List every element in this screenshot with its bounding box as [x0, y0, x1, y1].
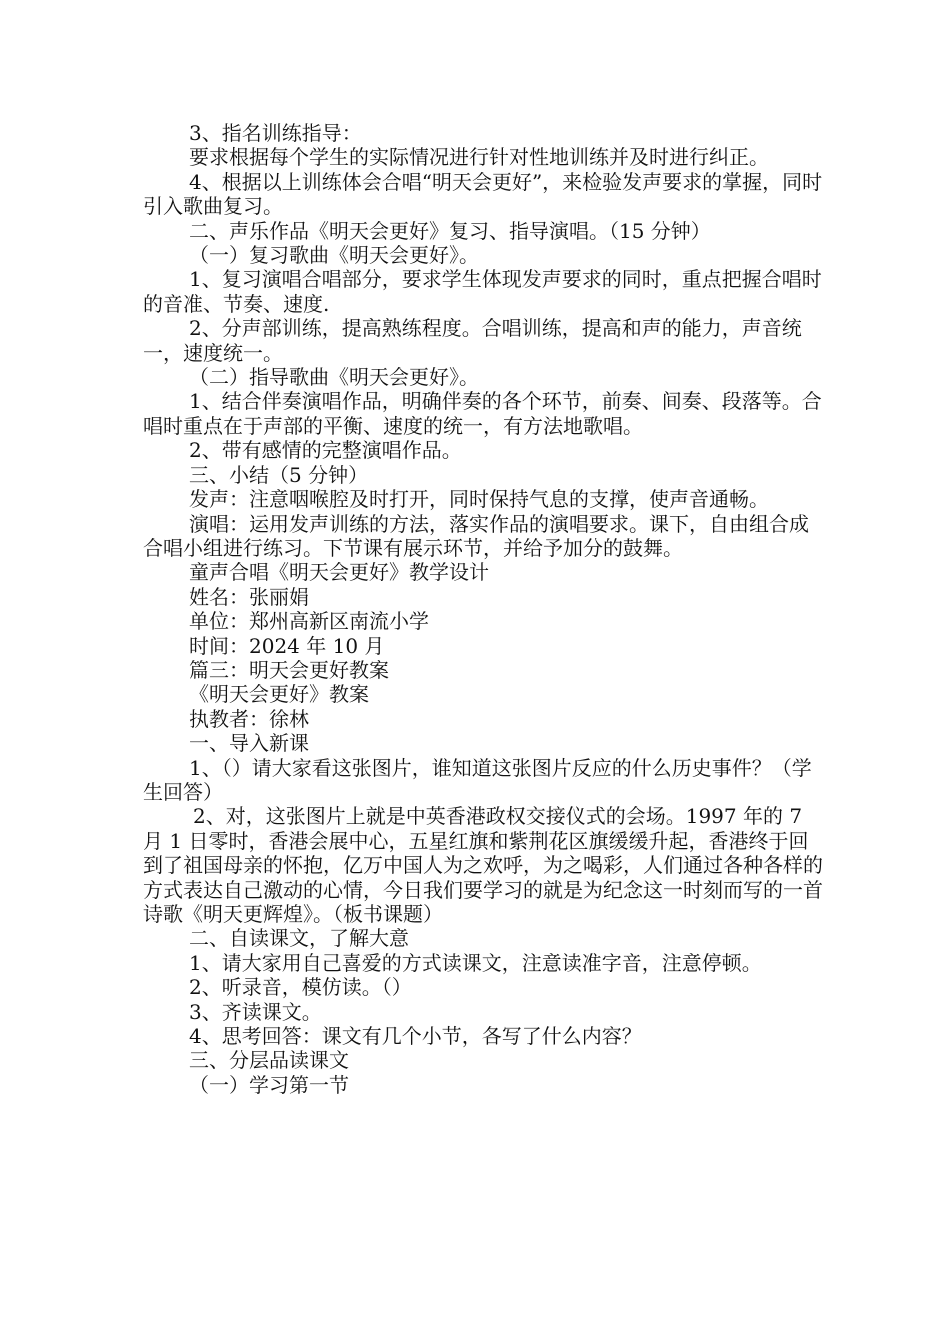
paragraph: 3、齐读课文。: [189, 999, 322, 1024]
author-name: 姓名：张丽娟: [189, 584, 309, 609]
paragraph: 4、思考回答：课文有几个小节，各写了什么内容？: [189, 1024, 642, 1049]
teacher-name: 执教者：徐林: [189, 706, 309, 731]
subsection-heading: （一）学习第一节: [189, 1072, 349, 1097]
paragraph: 2、带有感情的完整演唱作品。: [189, 438, 462, 463]
document-date: 时间：2024 年 10 月: [189, 633, 385, 658]
section-heading: 三、分层品读课文: [189, 1048, 349, 1073]
author-unit: 单位：郑州高新区南流小学: [189, 609, 429, 634]
paragraph: 2、分声部训练，提高熟练程度。合唱训练，提高和声的能力，声音统一，速度统一。: [143, 316, 802, 365]
paragraph: 4、根据以上训练体会合唱“明天会更好”，来检验发声要求的掌握，同时引入歌曲复习。: [143, 169, 823, 219]
document-title: 童声合唱《明天会更好》教学设计: [189, 560, 489, 585]
section-heading: 二、自读课文，了解大意: [189, 926, 409, 951]
lesson-title: 《明天会更好》教案: [189, 682, 369, 707]
paragraph: 1、请大家用自己喜爱的方式读课文，注意读准字音，注意停顿。: [189, 950, 762, 975]
paragraph: 发声：注意咽喉腔及时打开，同时保持气息的支撑，使声音通畅。: [189, 487, 769, 512]
paragraph: 1、复习演唱合唱部分，要求学生体现发声要求的同时，重点把握合唱时的音准、节奏、速度.: [143, 267, 822, 316]
section-heading: 三、小结（5 分钟）: [189, 462, 369, 487]
subsection-heading: （一）复习歌曲《明天会更好》。: [189, 243, 479, 268]
paragraph: 要求根据每个学生的实际情况进行针对性地训练并及时进行纠正。: [189, 145, 769, 170]
section-heading: 二、声乐作品《明天会更好》复习、指导演唱。（15 分钟）: [189, 218, 711, 243]
paragraph: 1、结合伴奏演唱作品，明确伴奏的各个环节，前奏、间奏、段落等。合唱时重点在于声部的平衡、速度的统一，有方法地歌唱。: [143, 389, 822, 438]
subsection-heading: （二）指导歌曲《明天会更好》。: [189, 365, 479, 390]
paragraph: 3、指名训练指导：: [189, 121, 362, 145]
section-heading: 一、导入新课: [189, 731, 309, 756]
paragraph: 2、听录音，模仿读。（）: [189, 975, 412, 1000]
document-body: [143, 121, 823, 1097]
paragraph: 演唱：运用发声训练的方法，落实作品的演唱要求。课下，自由组合成合唱小组进行练习。下节课有展示环节，并给予加分的鼓舞。: [143, 511, 809, 560]
paragraph: 1、（）请大家看这张图片，谁知道这张图片反应的什么历史事件？（学生回答）: [143, 755, 812, 804]
chapter-title: 篇三：明天会更好教案: [189, 657, 389, 682]
paragraph: 2、对，这张图片上就是中英香港政权交接仪式的会场。1997 年的 7 月 1 日零时，香港会展中心，五星红旗和紫荆花区旗缓缓升起，香港终于回到了祖国母亲的怀抱，亿万中国人为之欢呼，为之喝彩，人们通过各种各样的方式表达自己激动的心情，今日我们要学习的就是为纪念这一时刻而写的一首诗歌《明天更辉煌》。（板书课题）: [143, 804, 823, 926]
